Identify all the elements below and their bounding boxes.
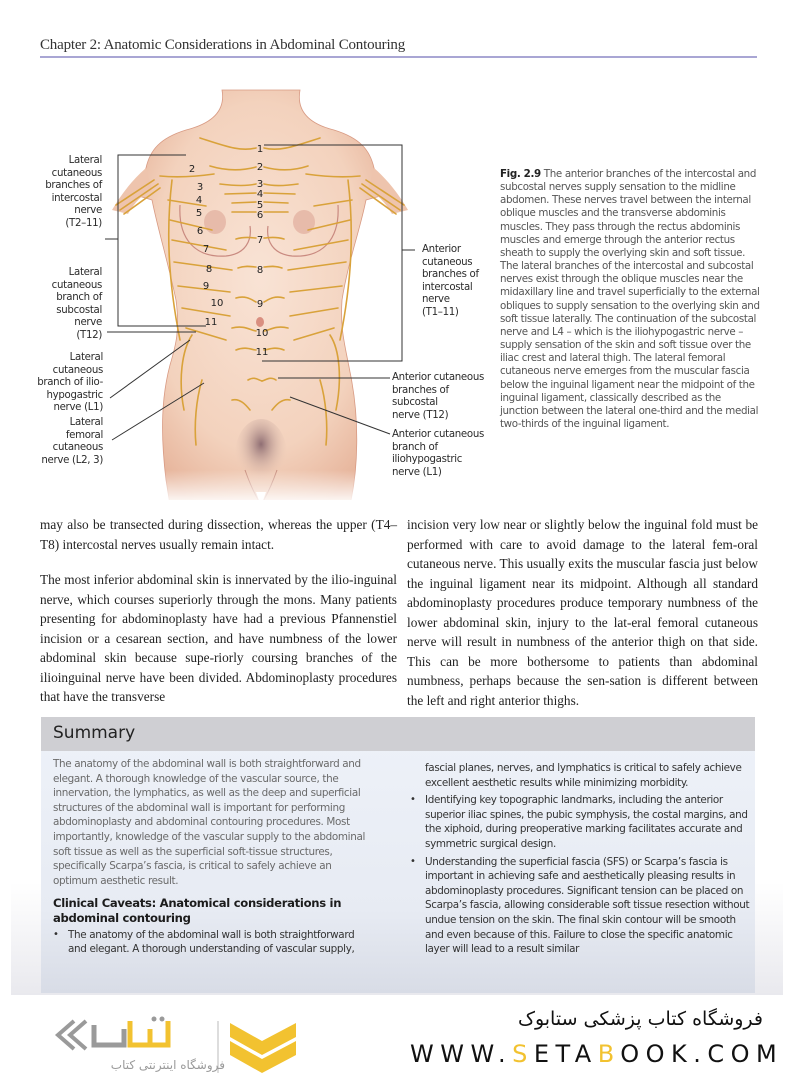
label-line: intercostal bbox=[422, 281, 473, 293]
logo-tagline-fa: فروشگاه اینترنتی کتاب bbox=[110, 1058, 225, 1072]
label-line: nerve (L2, 3) bbox=[41, 454, 103, 466]
label-line: Lateral bbox=[68, 155, 102, 166]
svg-text:2: 2 bbox=[256, 162, 264, 173]
label-line: nerve (T12) bbox=[392, 409, 449, 421]
body-paragraph: incision very low near or slightly below the inguinal fold must be performed with care to avoid damage to the lateral fem-oral cutaneous nerve. This usually exits the muscular fascia just below the inguinal ligament near its midpoint. Although all standard abdominoplasty procedures produce temporary numbness of the lower abdominal skin, injury to the lat-eral femoral cutaneous nerve will result in numbness of the anterior thigh on that side. This can be more bothersome to patients than abdominal numbness, perhaps because the sen-sation is different between the left and right anterior thighs. bbox=[407, 517, 758, 708]
svg-text:1: 1 bbox=[256, 144, 264, 155]
label-anterior-cutaneous-iliohypogastric bbox=[392, 429, 492, 479]
svg-text:5: 5 bbox=[256, 200, 264, 211]
url-accent-letter: S bbox=[512, 1040, 534, 1068]
svg-text:8: 8 bbox=[205, 264, 213, 275]
label-lateral-femoral-cutaneous bbox=[30, 417, 103, 467]
caveat-bullet: • Identifying key topographic landmarks, including the anterior superior iliac spines, the pubic symphysis, the costal margins, and the xiphoid, during preoperative marking facilitates accurate and symmetric surgical design. bbox=[410, 793, 755, 851]
figure-number: Fig. 2.9 bbox=[500, 168, 541, 180]
svg-text:4: 4 bbox=[195, 195, 203, 206]
caveat-bullet: • Understanding the superficial fascia (SFS) or Scarpa’s fascia is important in achieving safe and aesthetically pleasing results in abdominoplasty procedures. Significant tension can be placed on Scarpa’s fascia, allowing considerable soft tissue resection without undue tension on the skin. The final skin contour will be smooth and even because of this. Failure to close the specific anatomic layer will lead to a result similar bbox=[410, 855, 755, 957]
label-lateral-cutaneous-iliohypogastric bbox=[30, 352, 103, 415]
label-line: branches of bbox=[392, 384, 449, 396]
label-line: branch of bbox=[392, 441, 438, 453]
label-line: cutaneous bbox=[422, 256, 473, 268]
header-rule bbox=[40, 56, 757, 58]
label-line: (T1–11) bbox=[422, 306, 459, 318]
svg-text:8: 8 bbox=[256, 265, 264, 276]
label-line: Anterior bbox=[422, 244, 461, 255]
svg-text:7: 7 bbox=[256, 235, 264, 246]
label-line: subcostal bbox=[392, 397, 438, 409]
svg-text:6: 6 bbox=[196, 226, 204, 237]
label-line: Anterior cutaneous bbox=[392, 372, 484, 383]
svg-text:9: 9 bbox=[256, 299, 264, 310]
caveats-list-left bbox=[53, 928, 375, 957]
summary-column-left bbox=[53, 757, 375, 957]
label-line: Anterior cutaneous bbox=[392, 429, 484, 440]
body-paragraph: The most inferior abdominal skin is innervated by the ilio-inguinal nerve, which courses superiorly through the mons. Many patients presenting for abdominoplasty have had a previous Pfannenstiel incision or a cesarean section, and have numbness of the lower abdominal skin because supe-riorly coursing branches of the ilioinguinal nerve have been divided. Abdominoplasty procedures that have the transverse bbox=[40, 572, 397, 704]
summary-column-right bbox=[410, 759, 755, 957]
label-line: branches of bbox=[45, 180, 102, 192]
svg-text:5: 5 bbox=[195, 208, 203, 219]
summary-header-bar bbox=[41, 717, 755, 751]
running-header-title: Chapter 2: Anatomic Considerations in Abdominal Contouring bbox=[40, 37, 406, 53]
label-line: (T12) bbox=[76, 329, 102, 341]
url-part: WWW. bbox=[410, 1040, 513, 1068]
svg-text:10: 10 bbox=[255, 328, 269, 339]
summary-title: Summary bbox=[53, 723, 136, 743]
caption-text: The anterior branches of the intercostal and subcostal nerves supply sensation to the midline abdomen. These nerves travel between the internal oblique muscles and the transverse abdominis muscles. They pass through the rectus abdominis muscles and emerge through the anterior rectus sheath to supply the overlying skin and soft tissue. The lateral branches of the intercostal and subcostal nerves exist through the oblique muscles near the midaxillary line and travel superficially to the external obliques to supply sensation to the overlying skin and soft tissue laterally. The continuation of the subcostal nerve and L4 – which is the iliohypogastric nerve – supply sensation of the skin and soft tissue over the iliac crest and lateral thigh. The lateral femoral cutaneous nerve emerges from the muscular fascia below the inguinal ligament near the midpoint of the inguinal ligament, classically described as the junction between the lateral one-third and the medial two-thirds of the inguinal ligament. bbox=[500, 168, 760, 430]
svg-text:3: 3 bbox=[196, 182, 204, 193]
label-line: branch of bbox=[56, 292, 102, 304]
label-line: (T2–11) bbox=[65, 217, 102, 229]
svg-text:2: 2 bbox=[188, 164, 196, 175]
url-part: ETA bbox=[533, 1040, 598, 1068]
label-line: nerve bbox=[74, 205, 102, 217]
caveats-list-right bbox=[410, 761, 755, 957]
label-line: intercostal bbox=[51, 192, 102, 204]
caveat-bullet-continuation: fascial planes, nerves, and lymphatics is critical to safely achieve excellent aesthetic results while minimizing morbidity. bbox=[425, 762, 742, 789]
label-line: nerve (L1) bbox=[392, 466, 442, 478]
double-chevron-icon bbox=[58, 1021, 86, 1049]
svg-text:11: 11 bbox=[255, 347, 269, 358]
store-name-fa: فروشگاه کتاب پزشکی ستابوک bbox=[517, 1008, 763, 1030]
url-accent-letter: B bbox=[597, 1040, 621, 1068]
label-line: nerve (L1) bbox=[53, 402, 103, 414]
svg-text:11: 11 bbox=[204, 317, 218, 328]
summary-intro: The anatomy of the abdominal wall is both straightforward and elegant. A thorough knowledge of the vascular source, the innervation, the lymphatics, as well as the deep and superficial structures of the abdominal wall is important for performing abdominoplasty and abdominal contouring procedures. Most importantly, knowledge of the vascular supply to the abdominal soft tissue as well as the superficial soft-tissue structures, specifically Scarpa’s fascia, is critical to safely achieve an optimum aesthetic result. bbox=[53, 758, 366, 887]
label-lateral-cutaneous-subcostal bbox=[44, 267, 102, 343]
svg-text:3: 3 bbox=[256, 179, 264, 190]
figure-2-9 bbox=[0, 60, 794, 500]
label-anterior-cutaneous-intercostal bbox=[422, 244, 492, 320]
label-line: cutaneous bbox=[51, 279, 102, 291]
label-line: Lateral bbox=[68, 267, 102, 278]
caveat-bullet: • The anatomy of the abdominal wall is both straightforward and elegant. A thorough understanding of vascular supply, bbox=[53, 928, 375, 957]
label-anterior-cutaneous-subcostal bbox=[392, 372, 492, 422]
svg-text:4: 4 bbox=[256, 189, 264, 200]
body-paragraph: may also be transected during dissection, whereas the upper (T4–T8) intercostal nerves usually remain intact. bbox=[40, 517, 397, 552]
svg-text:9: 9 bbox=[202, 281, 210, 292]
figure-caption bbox=[500, 168, 762, 431]
label-line: branch of ilio- bbox=[37, 377, 103, 389]
chevron-mark-icon bbox=[230, 1023, 296, 1073]
label-line: Lateral cutaneous bbox=[52, 352, 103, 376]
label-line: Lateral femoral bbox=[65, 417, 103, 441]
label-line: branches of bbox=[422, 269, 479, 281]
label-line: cutaneous bbox=[51, 167, 102, 179]
label-line: nerve bbox=[422, 294, 450, 306]
label-lateral-cutaneous-intercostal bbox=[44, 155, 102, 231]
label-line: nerve bbox=[74, 317, 102, 329]
label-line: cutaneous bbox=[52, 442, 103, 454]
store-url-link[interactable] bbox=[410, 1040, 784, 1068]
body-column-right bbox=[407, 515, 758, 710]
label-line: iliohypogastric bbox=[392, 454, 463, 466]
label-line: hypogastric bbox=[46, 389, 103, 401]
svg-text:6: 6 bbox=[256, 210, 264, 221]
svg-text:10: 10 bbox=[210, 298, 224, 309]
url-part: OOK.COM bbox=[620, 1040, 784, 1068]
label-line: subcostal bbox=[56, 304, 102, 316]
body-column-left bbox=[40, 515, 397, 707]
clinical-caveats-heading: Clinical Caveats: Anatomical considerations in abdominal contouring bbox=[53, 896, 342, 925]
svg-text:7: 7 bbox=[202, 244, 210, 255]
